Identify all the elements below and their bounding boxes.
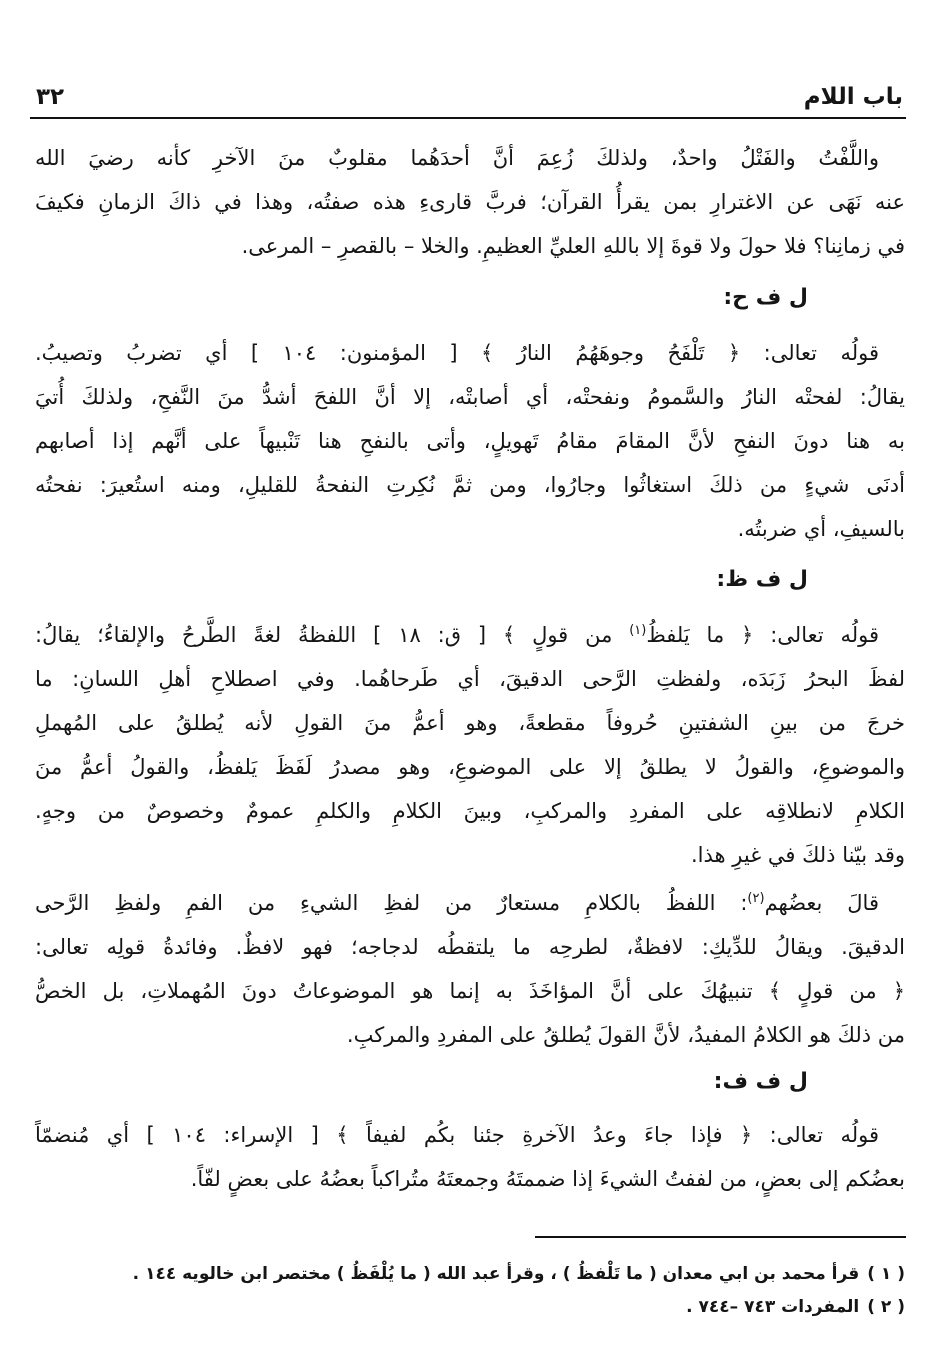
text-line: واللَّفْتُ والفَتْلُ واحدٌ، ولذلكَ زُعِمَ أنَّ أحدَهُما مقلوبٌ منَ الآخرِ كأنه رضيَ الله: [35, 146, 879, 170]
line-text: قولُه تعالى: ﴿ ما يَلفظُ: [646, 623, 879, 647]
text-line: في زمانِنا؟ فلا حولَ ولا قوةَ إلا باللهِ العليِّ العظيمِ. والخلا – بالقصرِ – المرعى.: [241, 234, 905, 258]
footnote-reference: (١): [629, 623, 647, 638]
footnote: [35, 1258, 905, 1291]
entry-heading-lfz: [35, 558, 905, 602]
line-text: قالَ بعضُهم: [764, 891, 879, 915]
footnote: [35, 1291, 905, 1324]
text-line: به هنا دونَ النفحِ لأنَّ المقامَ مقامُ تَهويلٍ، وأتى بالنفحِ هنا تَنْبيهاً على أنَّهم إذا أصابهم: [35, 429, 905, 453]
footnote-marker: ( ١ ): [867, 1264, 905, 1284]
text-line: الدقيقَ. ويقالُ للدِّيكِ: لافظةٌ، لطرحِه ما يلتقطُه لدجاجه؛ فهو لافظٌ. وفائدةُ قولِه تعالى:: [35, 935, 905, 959]
text-line: [35, 613, 905, 657]
line-text: من قولٍ ﴾ [ ق: ١٨ ] اللفظةُ لغةً الطَّرحُ والإلقاءُ؛ يقالُ:: [35, 623, 630, 647]
text-line: بالسيفِ، أي ضربتُه.: [737, 517, 905, 541]
entry-heading: ل ف ظ:: [716, 567, 808, 592]
text-line: قولُه تعالى: ﴿ فإذا جاءَ وعدُ الآخرةِ جئنا بكُم لفيفاً ﴾ [ الإسراء: ١٠٤ ] أي مُنضمّاً: [35, 1123, 880, 1147]
text-line: الكلامِ لانطلاقِه على المفردِ والمركبِ، وبينَ الكلامِ والكلمِ عمومٌ وخصوصٌ من وجهٍ.: [35, 799, 905, 823]
entry-lfz-paragraph-1: [35, 613, 905, 877]
entry-lff-paragraph: [35, 1113, 905, 1201]
text-line: أدنَى شيءٍ من ذلكَ استغاثُوا وجارُوا، ومن ثمَّ نُكِرتِ النفحةُ للقليلِ، ومنه استُعيرَ: نفحتُه: [35, 473, 905, 497]
entry-heading-lff: [35, 1060, 905, 1104]
entry-heading: ل ف ف:: [713, 1069, 808, 1094]
footnote-separator: [535, 1236, 906, 1238]
footnotes: [35, 1258, 905, 1324]
text-line: يقالُ: لفحتْه النارُ والسَّمومُ ونفحتْه، أي أصابتْه، إلا أنَّ اللفحَ أشدُّ منَ النَّفحِ، ولذلكَ أُتيَ: [35, 385, 905, 409]
chapter-title: باب اللام: [803, 84, 903, 110]
text-line: عنه نَهَى عن الاغترارِ بمن يقرأُ القرآن؛ فربَّ قارىءِ هذه صفتُه، وهذا في ذاكَ الزمانِ فكيفَ: [35, 190, 905, 214]
text-line: والموضوعِ، والقولُ لا يطلقُ إلا على الموضوعِ، وهو مصدرُ لَفَظَ يَلفظُ، والقولُ أعمُّ منَ: [35, 755, 905, 779]
entry-lfh-paragraph: [35, 331, 905, 551]
footnote-text: قرأ محمد بن ابي معدان ( ما تَلْفظُ ) ، وقرأ عبد الله ( ما يُلْفَظُ ) مختصر ابن خالويه ١٤٤ .: [132, 1264, 860, 1284]
text-line: قولُه تعالى: ﴿ تَلْفَحُ وجوهَهُمُ النارُ ﴾ [ المؤمنون: ١٠٤ ] أي تضربُ وتصيبُ.: [35, 341, 879, 365]
line-text: : اللفظُ بالكلامِ مستعارٌ من لفظِ الشيءِ من الفمِ ولفظِ الرَّحى: [35, 891, 748, 915]
text-line: وقد بيّنا ذلكَ في غيرِ هذا.: [691, 843, 905, 867]
entry-heading: ل ف ح:: [723, 285, 808, 310]
text-line: [35, 881, 905, 925]
header-rule: [30, 117, 906, 119]
page-number: ٣٢: [36, 84, 65, 110]
footnote-marker: ( ٢ ): [867, 1297, 905, 1317]
entry-heading-lfh: [35, 276, 905, 320]
intro-paragraph: [35, 136, 905, 268]
text-line: ﴿ من قولٍ ﴾ تنبيهُكَ على أنَّ المؤاخَذَ به إنما هو الموضوعاتُ دونَ المُهملاتِ، بل الخصُّ: [35, 979, 905, 1003]
entry-lfz-paragraph-2: [35, 881, 905, 1057]
text-line: لفظَ البحرُ زَبَدَه، ولفظتِ الرَّحى الدقيقَ، أي طَرحاهُما. وفي اصطلاحِ أهلِ اللسانِ: ما: [35, 667, 905, 691]
text-line: بعضُكم إلى بعضٍ، من لففتُ الشيءَ إذا ضممتَهُ وجمعتَهُ متُراكباً بعضُهُ على بعضٍ لفّاً.: [190, 1167, 905, 1191]
footnote-text: المفردات ٧٤٣ –٧٤٤ .: [686, 1297, 860, 1317]
footnote-reference: (٢): [747, 891, 765, 906]
text-line: خرجَ من بينِ الشفتينِ حُروفاً مقطعةً، وهو أعمُّ منَ القولِ لأنه يُطلقُ على المُهملِ: [35, 711, 905, 735]
text-line: من ذلكَ هو الكلامُ المفيدُ، لأنَّ القولَ يُطلقُ على المفردِ والمركبِ.: [346, 1023, 905, 1047]
